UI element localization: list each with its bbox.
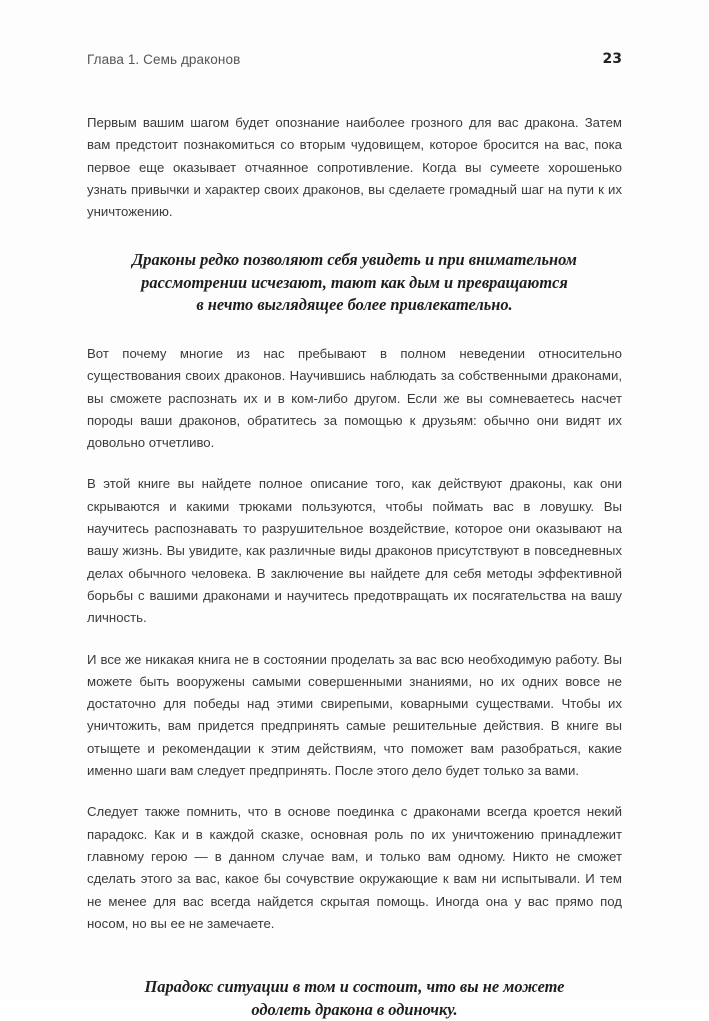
paragraph: И все же никакая книга не в состоянии проделать за вас всю необходимую работу. Вы можете быть вооружены самыми совершенными знаниями, но их одних вовсе не достаточно для победы над этими свирепыми, коварными существами. Чтобы их уничтожить, вам придется предпринять самые решительные действия. В книге вы отыщете и рекомендации к этим действиям, что поможет вам разобраться, какие именно шаги вам следует предпринять. После этого дело будет только за вами.	[87, 651, 622, 779]
pull-quote-line: рассмотрении исчезают, тают как дым и превращаются	[141, 272, 568, 292]
pull-quote	[87, 249, 622, 317]
paragraph: Вот почему многие из нас пребывают в полном неведении относительно существования своих драконов. Научившись наблюдать за собственными драконами, вы сможете распознать их и в ком-либо другом. Если же вы сомневаетесь насчет породы ваши драконов, обратитесь за помощью к друзьям: обычно они видят их довольно отчетливо.	[87, 345, 622, 451]
chapter-title: Глава 1. Семь драконов	[87, 52, 241, 67]
pull-quote-line: одолеть дракона в одиночку.	[251, 999, 458, 1019]
paragraph: Первым вашим шагом будет опознание наиболее грозного для вас дракона. Затем вам предстоит познакомиться со вторым чудовищем, которое бросится на вас, пока первое еще оказывает отчаянное сопротивление. Когда вы сумеете хорошенько узнать привычки и характер своих драконов, вы сделаете громадный шаг на пути к их уничтожению.	[87, 115, 622, 220]
page-number: 23	[602, 51, 622, 67]
pull-quote-line: Парадокс ситуации в том и состоит, что вы не можете	[144, 977, 565, 997]
paragraph: Следует также помнить, что в основе поединка с драконами всегда кроется некий парадокс. Как и в каждой сказке, основная роль по их уничтожению принадлежит главному герою — в данном случае вам, и только вам одному. Никто не сможет сделать этого за вас, какое бы сочувствие окружающие к вам ни испытывали. И тем не менее для вас всегда найдется скрытая помощь. Иногда она у вас прямо под носом, но вы ее не замечаете.	[87, 804, 622, 931]
pull-quote-line: в нечто выглядящее более привлекательно.	[196, 295, 513, 315]
running-header	[87, 52, 622, 72]
paragraph: В этой книге вы найдете полное описание того, как действуют драконы, как они скрываются и какими трюками пользуются, чтобы поймать вас в ловушку. Вы научитесь распознавать то разрушительное воздействие, которое они оказывают на вашу жизнь. Вы увидите, как различные виды драконов присутствуют в повседневных делах обычного человека. В заключение вы найдете для себя методы эффективной борьбы с вашими драконами и научитесь предотвращать их посягательства на вашу личность.	[87, 476, 622, 626]
pull-quote	[87, 976, 622, 1021]
page-body	[87, 112, 622, 1021]
pull-quote-line: Драконы редко позволяют себя увидеть и при внимательном	[132, 250, 577, 270]
